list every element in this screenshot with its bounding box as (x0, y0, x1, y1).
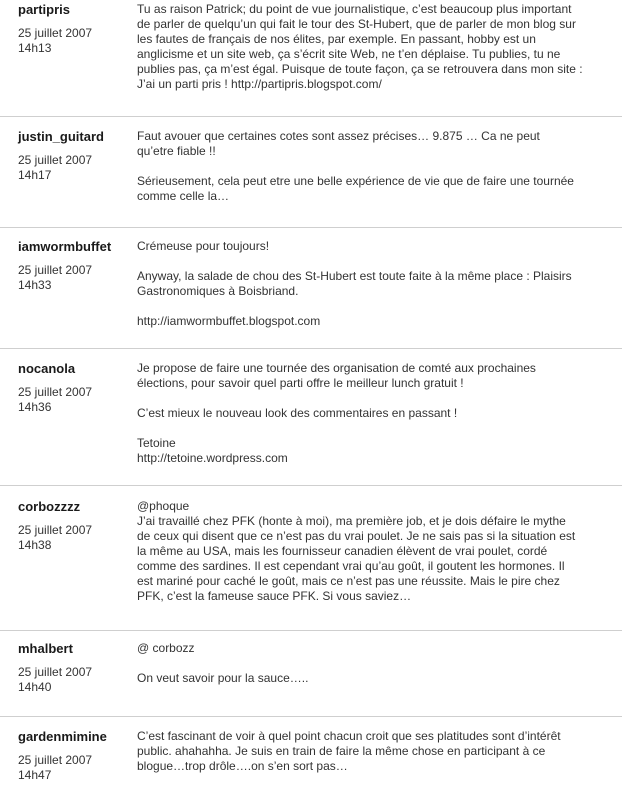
comment-divider (0, 116, 622, 117)
comment-time: 14h40 (18, 680, 52, 694)
comment-body (137, 499, 581, 604)
comment-meta (18, 361, 130, 415)
comment-paragraph: On veut savoir pour la sauce….. (137, 671, 309, 685)
comment-paragraph: Tetoine http://tetoine.wordpress.com (137, 436, 288, 465)
comment-meta (18, 2, 130, 56)
comment-meta (18, 499, 130, 553)
comment-body (137, 641, 577, 686)
comment-body (137, 239, 577, 329)
comment-meta (18, 129, 130, 183)
comment-time: 14h47 (18, 768, 52, 782)
comment-divider (0, 227, 622, 228)
comment-author: partipris (18, 2, 71, 17)
comment-meta (18, 641, 130, 695)
comment-paragraph: @phoque J’ai travaillé chez PFK (honte à moi), ma première job, et je dois défaire le mythe de ceux qui disent que ce n’est pas du vrai poulet. Je ne sais pas si la situation est la même au USA, mais les fournisseur canadien élèvent de vrai poulet, cordé comme des sardines. Il est cependant vrai qu’au goût, il goutent les hormones. Il est mariné pour caché le goût, mais ce n’est pas une réussite. Mais le pire chez PFK, c’est la fameuse sauce PFK. Si vous saviez… (137, 499, 576, 603)
comment-paragraph: C’est fascinant de voir à quel point chacun croit que ses platitudes sont d’intérêt public. ahahahha. Je suis en train de faire la même chose en participant à ce blogue…trop drôle….on s’en sort pas… (137, 729, 561, 773)
comment-paragraph: http://iamwormbuffet.blogspot.com (137, 314, 321, 328)
comment-author: nocanola (18, 361, 76, 376)
comment-author: gardenmimine (18, 729, 107, 744)
comment-paragraph: C’est mieux le nouveau look des commentaires en passant ! (137, 406, 458, 420)
comment-divider (0, 716, 622, 717)
comment-body (137, 361, 577, 466)
comment-date: 25 juillet 2007 (18, 263, 93, 277)
comment-time: 14h13 (18, 41, 52, 55)
comment-paragraph: Anyway, la salade de chou des St-Hubert est toute faite à la même place : Plaisirs Gastronomiques à Boisbriand. (137, 269, 572, 298)
comment-author: iamwormbuffet (18, 239, 112, 254)
comment-meta (18, 239, 130, 293)
comment-paragraph: Tu as raison Patrick; du point de vue journalistique, c’est beaucoup plus important de parler de quelqu’un qui fait le tour des St-Hubert, que de parler de mon blog sur les fautes de français de nos élites, par exemple. En passant, hobby est un anglicisme et un site web, ça s’écrit site Web, ne t’en déplaise. Tu publies, tu ne publies pas, ça m’est égal. Puisque de toute façon, ça se retrouvera dans mon site : J’ai un parti pris ! http://partipris.blogspot.com/ (137, 2, 583, 91)
comment-time: 14h38 (18, 538, 52, 552)
comment-time: 14h36 (18, 400, 52, 414)
comment-date: 25 juillet 2007 (18, 26, 93, 40)
comment-time: 14h17 (18, 168, 52, 182)
comment-divider (0, 630, 622, 631)
comment-paragraph: Sérieusement, cela peut etre une belle expérience de vie que de faire une tournée comme celle la… (137, 174, 574, 203)
comment-author: corbozzzz (18, 499, 81, 514)
comment-date: 25 juillet 2007 (18, 665, 93, 679)
comment-time: 14h33 (18, 278, 52, 292)
comment-body (137, 2, 585, 92)
comment-divider (0, 485, 622, 486)
comment-date: 25 juillet 2007 (18, 523, 93, 537)
comment-meta (18, 729, 130, 783)
comment-author: justin_guitard (18, 129, 104, 144)
comment-paragraph: Je propose de faire une tournée des organisation de comté aux prochaines élections, pour savoir quel parti offre le meilleur lunch gratuit ! (137, 361, 536, 390)
comment-date: 25 juillet 2007 (18, 153, 93, 167)
comment-date: 25 juillet 2007 (18, 385, 93, 399)
comment-paragraph: @ corbozz (137, 641, 195, 655)
comment-body (137, 729, 577, 774)
comment-author: mhalbert (18, 641, 73, 656)
comment-body (137, 129, 577, 204)
comment-date: 25 juillet 2007 (18, 753, 93, 767)
comment-paragraph: Crémeuse pour toujours! (137, 239, 270, 253)
comment-paragraph: Faut avouer que certaines cotes sont assez précises… 9.875 … Ca ne peut qu’etre fiable !! (137, 129, 540, 158)
comment-divider (0, 348, 622, 349)
